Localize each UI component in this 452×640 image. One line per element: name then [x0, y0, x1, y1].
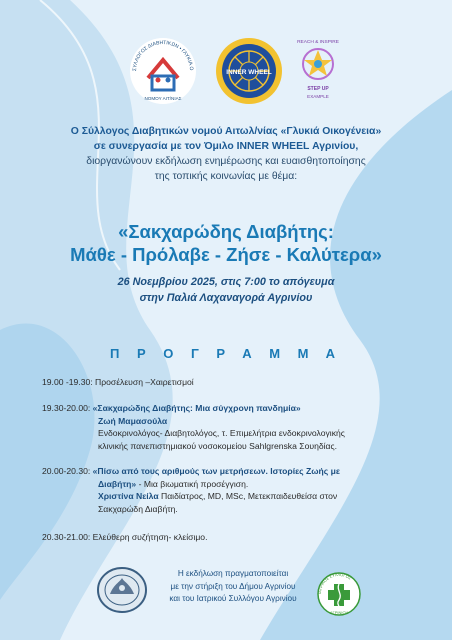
speaker-detail-2: Σακχαρώδη Διαβήτη. — [98, 503, 178, 514]
program-time: 19.30-20.00: — [42, 403, 93, 413]
intro-line-2: σε συνεργασία με τον Όμιλο INNER WHEEL Αγρινίου, — [93, 141, 359, 152]
support-line-2: με την στήριξη του Δήμου Αγρινίου — [170, 581, 296, 591]
support-text — [150, 568, 316, 606]
reach-top-text: REACH & INSPIRE — [297, 40, 339, 45]
intro-line-4: της τοπικής κοινωνίας με θέμα: — [154, 171, 298, 182]
reach-bottom-text: STEP UP — [307, 86, 329, 92]
program-item-4 — [42, 531, 414, 544]
intro-line-1: Ο Σύλλογος Διαβητικών νομού Αιτωλ/νίας «Γλυκιά Οικογένεια» — [70, 126, 382, 137]
intro-text — [20, 124, 432, 184]
program-text: Ελεύθερη συζήτηση- κλείσιμο. — [92, 532, 208, 542]
municipality-seal — [96, 566, 148, 614]
support-line-3: και του Ιατρικού Συλλόγου Αγρινίου — [169, 594, 297, 603]
association-arc-text: ΣΥΛΛΟΓΟΣ ΔΙΑΒΗΤΙΚΩΝ • ΓΛΥΚΙΑ Ο — [131, 39, 195, 72]
program-item-1 — [42, 376, 414, 389]
title-line-1: «Σακχαρώδης Διαβήτης: — [118, 221, 334, 242]
talk-title: «Σακχαρώδης Διαβήτης: Μια σύγχρονη πανδημία» — [92, 403, 301, 413]
inner-wheel-text: INNER WHEEL — [226, 69, 272, 76]
intro-line-3: διοργανώνουν εκδήλωση ενημέρωσης και ευαισθητοποίησης — [86, 156, 366, 167]
talk-title-2: Διαβήτη» — [98, 478, 137, 489]
reach-bottom-text-2: EXAMPLE — [307, 94, 329, 99]
talk-title: «Πίσω από τους αριθμούς των μετρήσεων. Ιστορίες Ζωής με — [92, 466, 340, 476]
title-line-2: Μάθε - Πρόλαβε - Ζήσε - Καλύτερα» — [70, 244, 382, 265]
program-time: 20.30-21.00: — [42, 532, 93, 542]
program-item-3 — [42, 465, 414, 515]
speaker-name: Ζωή Μαμασούλα — [98, 415, 168, 426]
program-time: 19.00 -19.30: — [42, 377, 96, 387]
event-title — [10, 220, 442, 266]
talk-title-rest: - Μια βιωματική προσέγγιση. — [136, 478, 249, 489]
program-time: 20.00-20.30: — [42, 466, 93, 476]
program-text: Προσέλευση –Χαιρετισμοί — [95, 377, 194, 387]
program-heading: Π Ρ Ο Γ Ρ Α Μ Μ Α — [109, 346, 343, 361]
reach-inspire-logo — [293, 36, 343, 104]
medical-association-logo — [316, 570, 362, 618]
inner-wheel-logo — [214, 36, 284, 106]
speaker-name: Χριστίνα Νείλα — [98, 491, 159, 501]
event-date — [10, 274, 442, 306]
date-line-2: στην Παλιά Λαχαναγορά Αγρινίου — [139, 292, 313, 304]
program-item-2 — [42, 402, 414, 452]
date-line-1: 26 Νοεμβρίου 2025, στις 7:00 το απόγευμα — [117, 276, 335, 288]
association-logo — [128, 36, 198, 106]
speaker-detail-1: Ενδοκρινολόγος- Διαβητολόγος, τ. Επιμελήτρια ενδοκρινολογικής — [98, 428, 345, 438]
association-bottom-text: ΝΟΜΟΥ ΑΙΤ/ΝΙΑΣ — [144, 96, 182, 101]
speaker-detail-1: Παιδίατρος, MD, MSc, Μετεκπαιδευθείσα στον — [158, 491, 338, 501]
support-line-1: Η εκδήλωση πραγματοποιείται — [177, 569, 289, 578]
medical-bottom-text: ΑΓΡΙΝΙΟΥ — [329, 610, 349, 615]
medical-top-text: ΙΑΤΡΙΚΟΣ ΣΥΛΛΟΓΟΣ — [316, 571, 353, 595]
speaker-detail-2: κλινικής πανεπιστημιακού νοσοκομείου Sahlgrenska Σουηδίας. — [98, 440, 338, 451]
